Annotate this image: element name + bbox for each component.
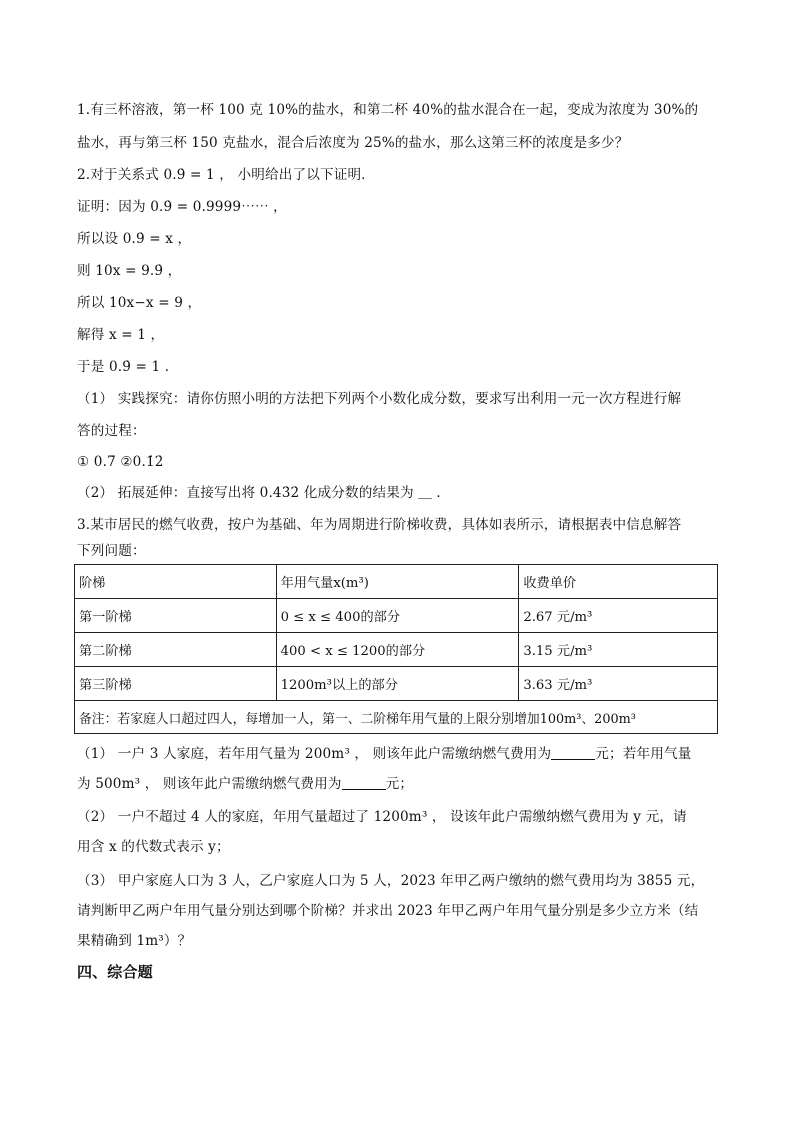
q3-part1-text: 元； <box>385 776 414 792</box>
q3-part3-line-2: 请判断甲乙两户年用气量分别达到哪个阶梯？并求出 2023 年甲乙两户年用气量分别是多少立方米（结 <box>77 903 699 919</box>
section-heading: 四、综合题 <box>77 963 153 981</box>
q2-proof-line: 则 10x = 9.9̇ ， <box>77 263 182 279</box>
q2-part1-line-1: （1） 实践探究：请你仿照小明的方法把下列两个小数化成分数，要求写出利用一元一次方程进行解 <box>77 391 682 407</box>
table-cell: 第二阶梯 <box>75 633 277 667</box>
q2-proof-line: 证明：因为 0.9̇ = 0.9999⋯⋯ ， <box>77 199 287 215</box>
q2-proof-line: 所以 10x−x = 9 ， <box>77 295 202 311</box>
q1-line-1: 1.有三杯溶液，第一杯 100 克 10%的盐水，和第二杯 40%的盐水混合在一起，变成为浓度为 30%的 <box>77 102 699 118</box>
q2-part2: （2） 拓展延伸：直接写出将 0.43̇2̇ 化成分数的结果为 ＿ ． <box>77 485 451 501</box>
table-cell: 3.15 元/m³ <box>519 633 718 667</box>
q3-part3-line-1: （3） 甲户家庭人口为 3 人，乙户家庭人口为 5 人，2023 年甲乙两户缴纳的燃气费用均为 3855 元， <box>77 873 705 889</box>
q3-part1-text: 元；若年用气量 <box>595 746 692 762</box>
table-header-cell: 收费单价 <box>519 565 718 599</box>
q3-part2-line-1: （2） 一户不超过 4 人的家庭，年用气量超过了 1200m³ ， 设该年此户需缴纳燃气费用为 y 元，请 <box>77 809 687 825</box>
table-note: 备注：若家庭人口超过四人，每增加一人，第一、二阶梯年用气量的上限分别增加100m³、200m³ <box>75 701 718 734</box>
q3-part3-line-3: 果精确到 1m³）？ <box>77 933 192 949</box>
q3-part2-line-2: 用含 x 的代数式表示 y； <box>77 839 230 855</box>
q2-part1-line-2: 答的过程： <box>77 423 146 439</box>
q2-intro: 2.对于关系式 0.9̇ = 1 ， 小明给出了以下证明． <box>77 167 375 183</box>
q3-part1-line-2 <box>77 775 722 793</box>
table-cell: 第三阶梯 <box>75 667 277 701</box>
table-note-row <box>75 701 718 734</box>
q2-items: ① 0.7̇ ②0.1̇2̇ <box>77 454 164 470</box>
table-cell: 2.67 元/m³ <box>519 599 718 633</box>
table-header-row <box>75 565 718 599</box>
table-cell: 第一阶梯 <box>75 599 277 633</box>
table-header-cell: 阶梯 <box>75 565 277 599</box>
q1-line-2: 盐水，再与第三杯 150 克盐水，混合后浓度为 25%的盐水，那么这第三杯的浓度是多少？ <box>77 135 629 151</box>
q2-proof-line: 解得 x = 1 ， <box>77 327 165 343</box>
answer-blank[interactable] <box>551 746 595 760</box>
table-cell: 400 < x ≤ 1200的部分 <box>276 633 519 667</box>
q3-part1-text: 为 500m³ ， 则该年此户需缴纳燃气费用为 <box>77 776 342 792</box>
table-row <box>75 633 718 667</box>
table-cell: 1200m³以上的部分 <box>276 667 519 701</box>
answer-blank[interactable] <box>342 776 386 790</box>
q2-proof-line: 所以设 0.9̇ = x ， <box>77 231 192 247</box>
table-row <box>75 599 718 633</box>
q3-intro-line-1: 3.某市居民的燃气收费，按户为基础、年为周期进行阶梯收费，具体如表所示，请根据表中信息解答 <box>77 517 682 533</box>
q3-part1-text: （1） 一户 3 人家庭，若年用气量为 200m³ ， 则该年此户需缴纳燃气费用为 <box>77 746 552 762</box>
table-header-cell: 年用气量x(m³) <box>276 565 519 599</box>
q3-intro-line-2: 下列问题： <box>77 543 146 559</box>
table-cell: 3.63 元/m³ <box>519 667 718 701</box>
table-cell: 0 ≤ x ≤ 400的部分 <box>276 599 519 633</box>
table-row <box>75 667 718 701</box>
q2-proof-line: 于是 0.9̇ = 1 ． <box>77 359 179 375</box>
q3-part1-line-1 <box>77 745 722 763</box>
gas-price-table <box>74 564 718 734</box>
